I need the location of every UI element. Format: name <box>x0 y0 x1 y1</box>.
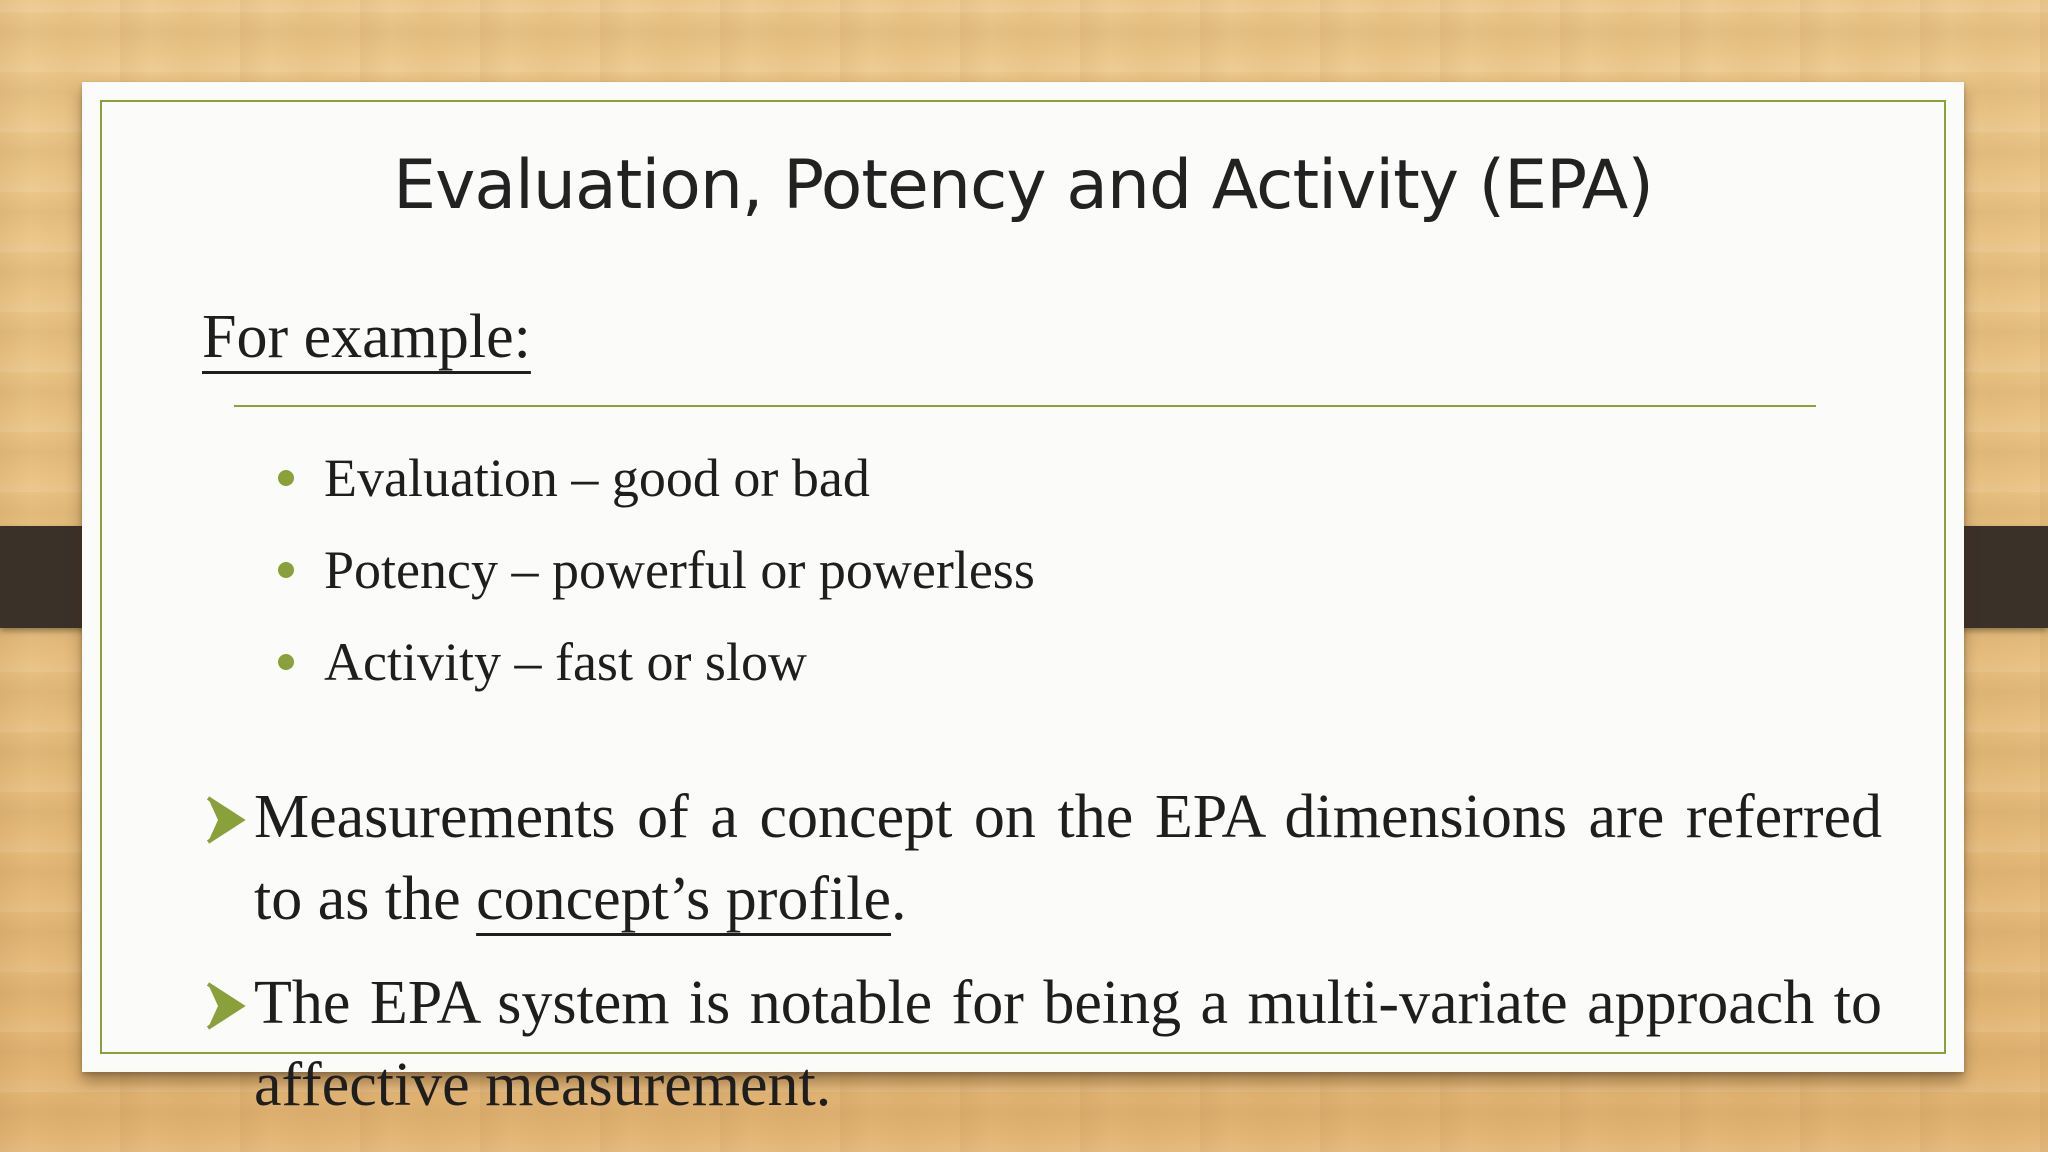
concept-profile-term: concept’s profile <box>476 865 892 933</box>
slide-title: Evaluation, Potency and Activity (EPA) <box>393 146 1653 225</box>
round-bullet-icon <box>278 562 294 578</box>
paragraph-text <box>254 776 1882 940</box>
round-bullet-icon <box>278 470 294 486</box>
divider-line <box>234 405 1816 407</box>
bullet-text: Potency – powerful or powerless <box>324 540 1035 600</box>
arrow-bullet-icon <box>202 962 256 1044</box>
bullet-item <box>278 432 1035 524</box>
paragraph-profile <box>202 776 1882 940</box>
bullet-item <box>278 616 1035 708</box>
round-bullet-icon <box>278 654 294 670</box>
bullet-text: Evaluation – good or bad <box>324 448 870 508</box>
paragraph-text: The EPA system is notable for being a multi-variate approach to affective measurement. <box>254 969 1882 1119</box>
paragraph-epa-system <box>202 962 1882 1126</box>
bullet-text: Activity – fast or slow <box>324 632 807 692</box>
paragraph-suffix: . <box>891 865 907 933</box>
subheading: For example: <box>202 303 531 371</box>
arrow-bullet-icon <box>202 776 256 858</box>
bullet-item <box>278 524 1035 616</box>
slide <box>82 82 1964 1119</box>
paragraph-prefix: Measurements of a concept on the EPA dimensions are referred to as the <box>254 783 1882 933</box>
bullet-list <box>278 432 1035 708</box>
